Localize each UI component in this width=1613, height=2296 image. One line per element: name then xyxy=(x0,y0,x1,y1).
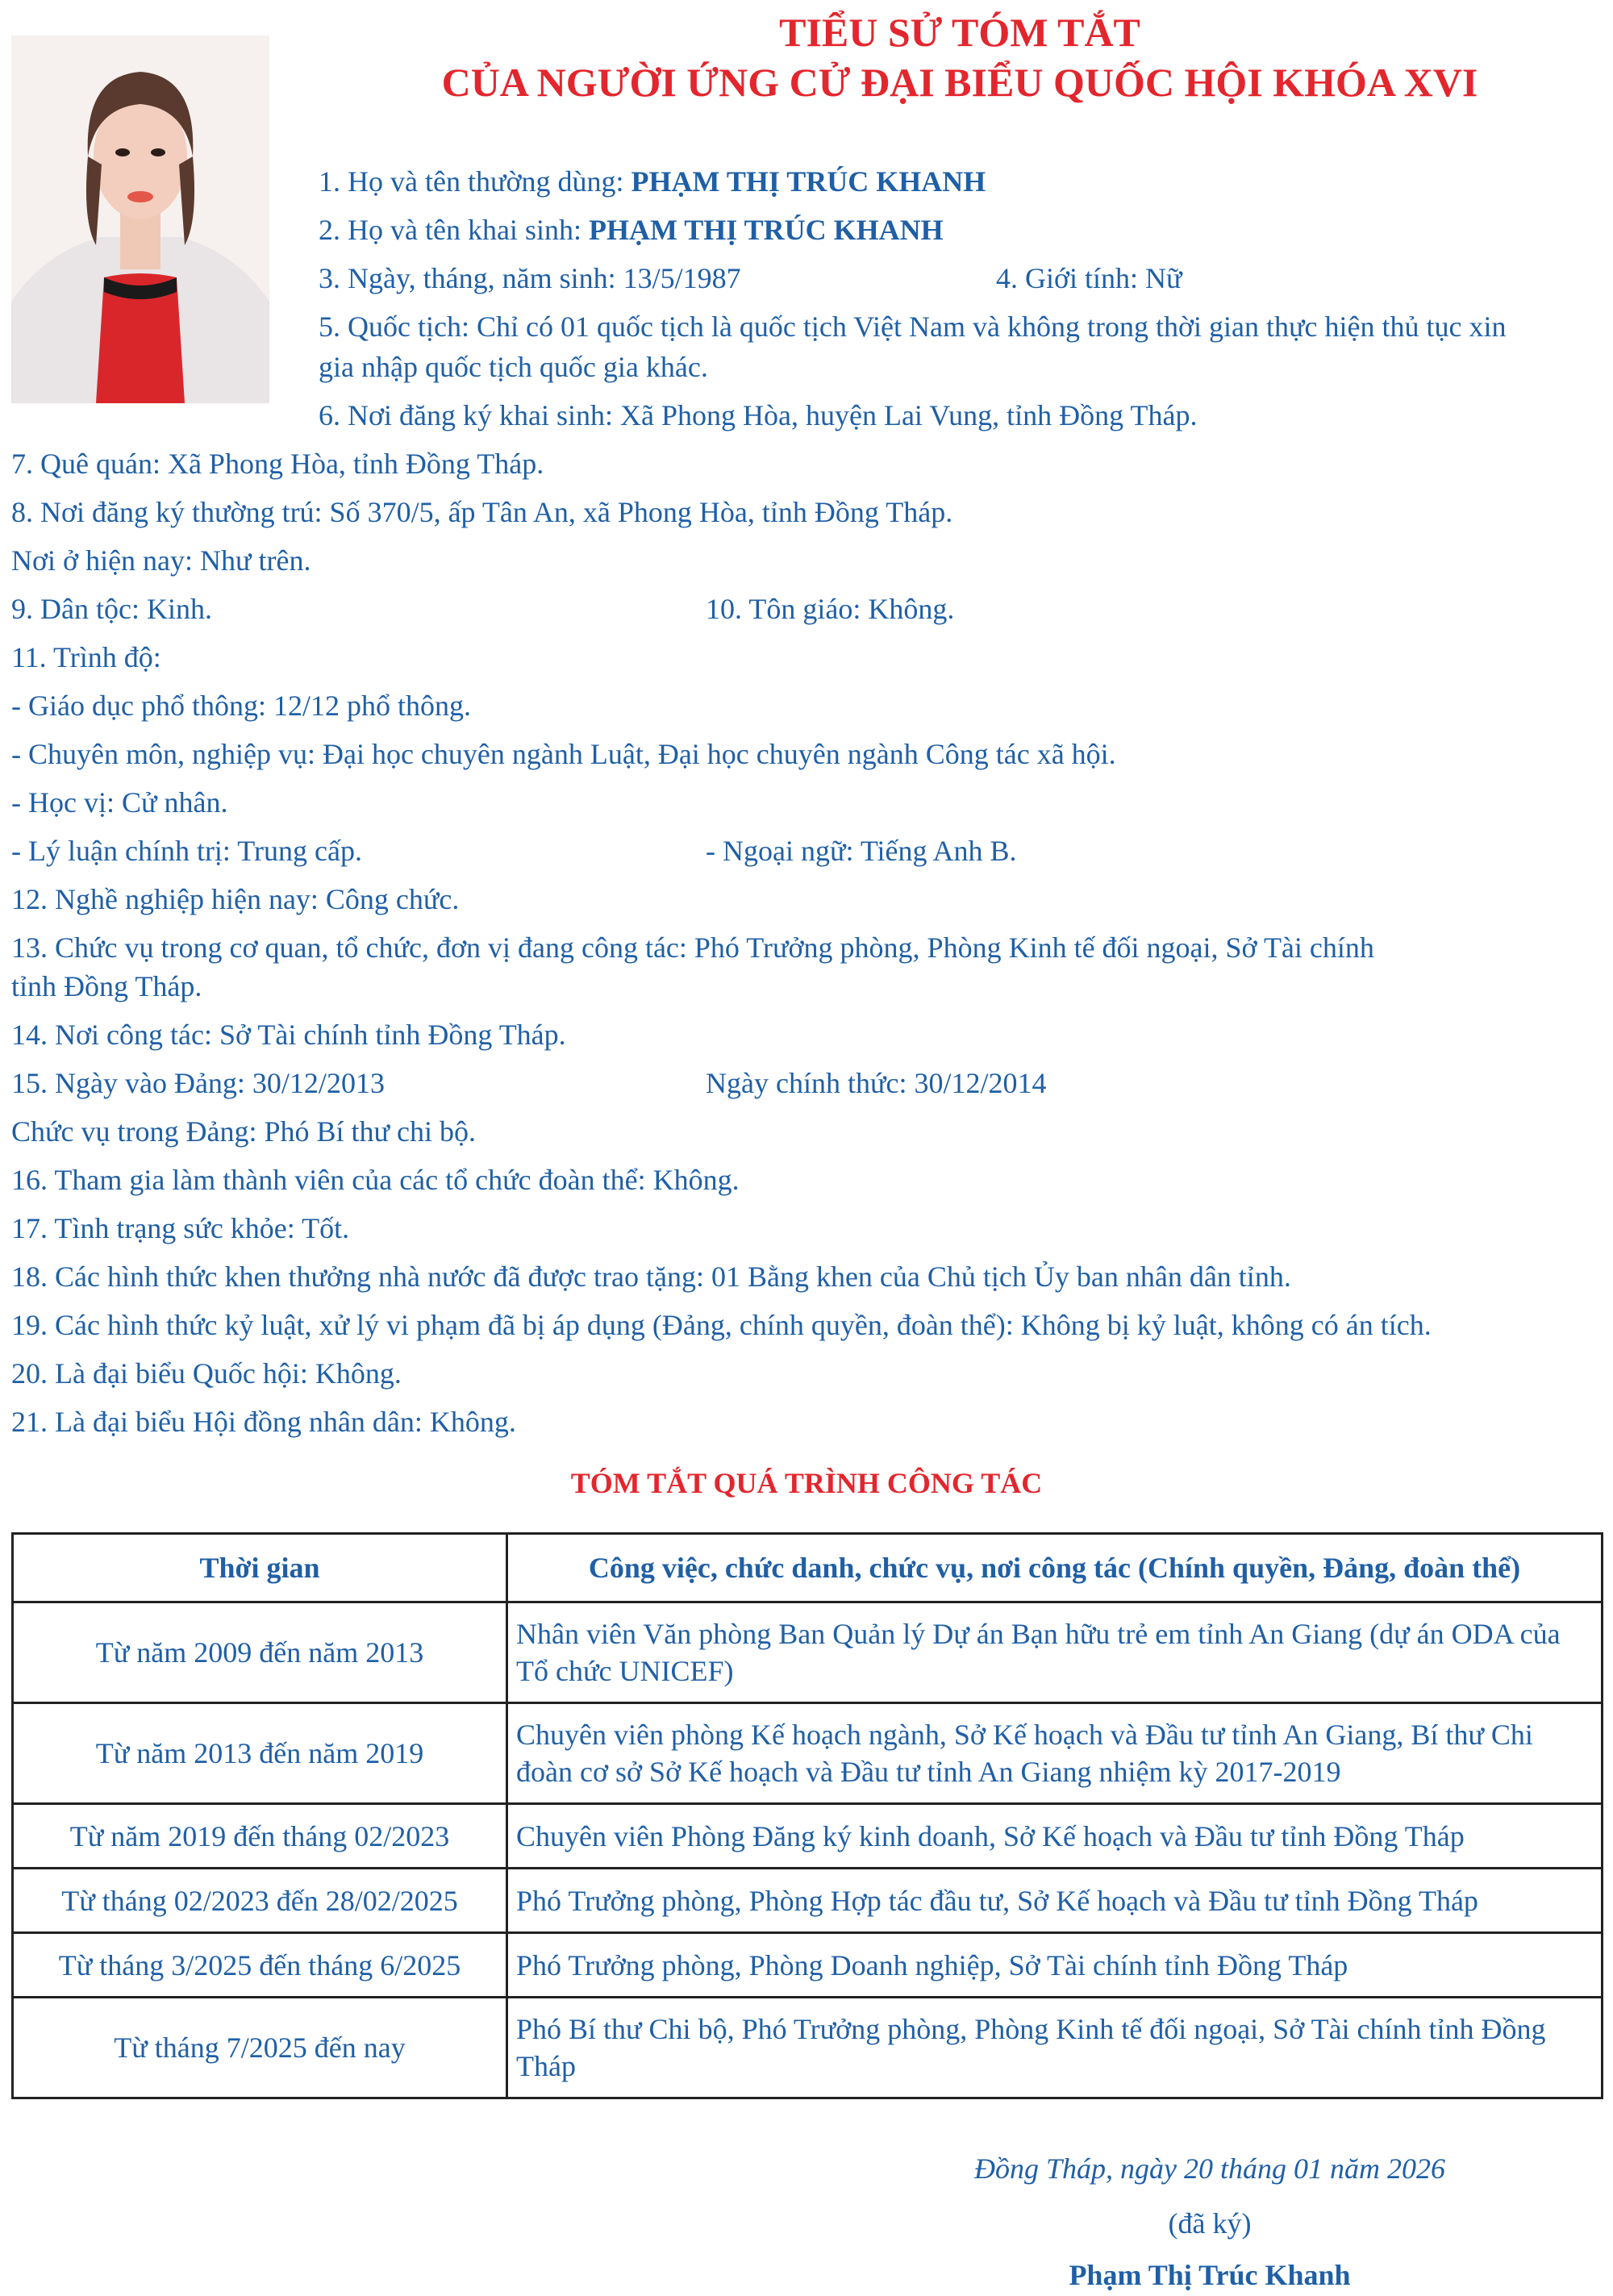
table-row xyxy=(13,1804,1603,1869)
row-description: Phó Trưởng phòng, Phòng Doanh nghiệp, Sở Tài chính tỉnh Đồng Tháp xyxy=(507,1933,1603,1998)
row-time: Từ tháng 3/2025 đến tháng 6/2025 xyxy=(13,1933,507,1998)
row-time: Từ năm 2013 đến năm 2019 xyxy=(13,1703,507,1804)
document-title: TIỂU SỬ TÓM TẮT xyxy=(779,10,1140,55)
field-ethnicity: 9. Dân tộc: Kinh. xyxy=(11,593,212,625)
field-party-official-date: Ngày chính thức: 30/12/2014 xyxy=(706,1067,1047,1099)
row-time: Từ năm 2019 đến tháng 02/2023 xyxy=(13,1804,507,1869)
table-row xyxy=(13,1602,1603,1703)
field-professional: - Chuyên môn, nghiệp vụ: Đại học chuyên ngành Luật, Đại học chuyên ngành Công tác xã hội. xyxy=(11,738,1116,770)
field-workplace: 14. Nơi công tác: Sở Tài chính tỉnh Đồng Tháp. xyxy=(11,1019,566,1051)
field-nationality-1: 5. Quốc tịch: Chỉ có 01 quốc tịch là quốc tịch Việt Nam và không trong thời gian thực hiện thủ tục xin xyxy=(319,310,1507,343)
field-political-theory: - Lý luận chính trị: Trung cấp. xyxy=(11,835,362,867)
field-education-heading: 11. Trình độ: xyxy=(11,641,161,673)
candidate-name: PHẠM THỊ TRÚC KHANH xyxy=(631,165,986,198)
field-birthplace: 6. Nơi đăng ký khai sinh: Xã Phong Hòa, huyện Lai Vung, tỉnh Đồng Tháp. xyxy=(319,399,1198,431)
signature-name: Phạm Thị Trúc Khanh xyxy=(1069,2259,1351,2291)
field-label: 2. Họ và tên khai sinh: xyxy=(319,214,589,246)
signature-place-date: Đồng Tháp, ngày 20 tháng 01 năm 2026 xyxy=(974,2152,1445,2185)
field-permanent-residence: 8. Nơi đăng ký thường trú: Số 370/5, ấp Tân An, xã Phong Hòa, tỉnh Đồng Tháp. xyxy=(11,496,953,528)
field-organizations: 16. Tham gia làm thành viên của các tổ chức đoàn thể: Không. xyxy=(11,1164,740,1196)
field-party-position: Chức vụ trong Đảng: Phó Bí thư chi bộ. xyxy=(11,1115,476,1148)
field-health: 17. Tình trạng sức khỏe: Tốt. xyxy=(11,1212,350,1244)
candidate-photo xyxy=(11,35,269,403)
field-party-join-date: 15. Ngày vào Đảng: 30/12/2013 xyxy=(11,1067,385,1099)
document-subtitle: CỦA NGƯỜI ỨNG CỬ ĐẠI BIỂU QUỐC HỘI KHÓA XVI xyxy=(441,60,1478,105)
field-gender: 4. Giới tính: Nữ xyxy=(996,262,1182,294)
field-hometown: 7. Quê quán: Xã Phong Hòa, tỉnh Đồng Tháp. xyxy=(11,448,544,480)
header-time: Thời gian xyxy=(13,1534,507,1602)
row-description: Chuyên viên Phòng Đăng ký kinh doanh, Sở Kế hoạch và Đầu tư tỉnh Đồng Tháp xyxy=(507,1804,1603,1869)
row-time: Từ năm 2009 đến năm 2013 xyxy=(13,1602,507,1703)
portrait-image xyxy=(11,35,269,403)
work-history-title: TÓM TẮT QUÁ TRÌNH CÔNG TÁC xyxy=(570,1467,1043,1499)
table-row xyxy=(13,1933,1603,1998)
field-degree: - Học vị: Cử nhân. xyxy=(11,786,228,819)
signature-signed: (đã ký) xyxy=(1168,2207,1252,2240)
work-history-table xyxy=(11,1532,1603,2099)
field-general-education: - Giáo dục phổ thông: 12/12 phổ thông. xyxy=(11,690,471,722)
table-row xyxy=(13,1869,1603,1933)
table-row xyxy=(13,1998,1603,2098)
field-na-deputy: 20. Là đại biểu Quốc hội: Không. xyxy=(11,1357,402,1390)
field-awards: 18. Các hình thức khen thưởng nhà nước đã được trao tặng: 01 Bằng khen của Chủ tịch Ủy ban nhân dân tỉnh. xyxy=(11,1261,1291,1293)
field-label: 1. Họ và tên thường dùng: xyxy=(319,165,631,198)
table-row xyxy=(13,1703,1603,1804)
field-nationality-2: gia nhập quốc tịch quốc gia khác. xyxy=(319,351,708,383)
field-occupation: 12. Nghề nghiệp hiện nay: Công chức. xyxy=(11,883,460,915)
field-current-residence: Nơi ở hiện nay: Như trên. xyxy=(11,544,311,577)
birth-name: PHẠM THỊ TRÚC KHANH xyxy=(588,214,944,246)
table-header-row xyxy=(13,1534,1603,1602)
row-description: Phó Bí thư Chi bộ, Phó Trưởng phòng, Phòng Kinh tế đối ngoại, Sở Tài chính tỉnh Đồng Tháp xyxy=(507,1998,1603,2098)
field-foreign-language: - Ngoại ngữ: Tiếng Anh B. xyxy=(706,835,1017,867)
row-time: Từ tháng 7/2025 đến nay xyxy=(13,1998,507,2098)
row-description: Chuyên viên phòng Kế hoạch ngành, Sở Kế hoạch và Đầu tư tỉnh An Giang, Bí thư Chi đoàn cơ sở Sở Kế hoạch và Đầu tư tỉnh An Giang nhiệm kỳ 2017-2019 xyxy=(507,1703,1603,1804)
row-time: Từ tháng 02/2023 đến 28/02/2025 xyxy=(13,1869,507,1933)
row-description: Nhân viên Văn phòng Ban Quản lý Dự án Bạn hữu trẻ em tỉnh An Giang (dự án ODA của Tổ chức UNICEF) xyxy=(507,1602,1603,1703)
field-dob: 3. Ngày, tháng, năm sinh: 13/5/1987 xyxy=(319,262,741,294)
field-position-1: 13. Chức vụ trong cơ quan, tổ chức, đơn vị đang công tác: Phó Trưởng phòng, Phòng Kinh tế đối ngoại, Sở Tài chính xyxy=(11,931,1374,964)
field-religion: 10. Tôn giáo: Không. xyxy=(706,593,955,625)
header-description: Công việc, chức danh, chức vụ, nơi công tác (Chính quyền, Đảng, đoàn thể) xyxy=(507,1534,1603,1602)
field-discipline: 19. Các hình thức kỷ luật, xử lý vi phạm đã bị áp dụng (Đảng, chính quyền, đoàn thể): Không bị kỷ luật, không có án tích. xyxy=(11,1309,1432,1341)
field-birth-name xyxy=(319,211,944,248)
field-council-deputy: 21. Là đại biểu Hội đồng nhân dân: Không. xyxy=(11,1406,516,1438)
row-description: Phó Trưởng phòng, Phòng Hợp tác đầu tư, Sở Kế hoạch và Đầu tư tỉnh Đồng Tháp xyxy=(507,1869,1603,1933)
field-position-2: tỉnh Đồng Tháp. xyxy=(11,970,202,1002)
field-common-name xyxy=(319,163,986,200)
